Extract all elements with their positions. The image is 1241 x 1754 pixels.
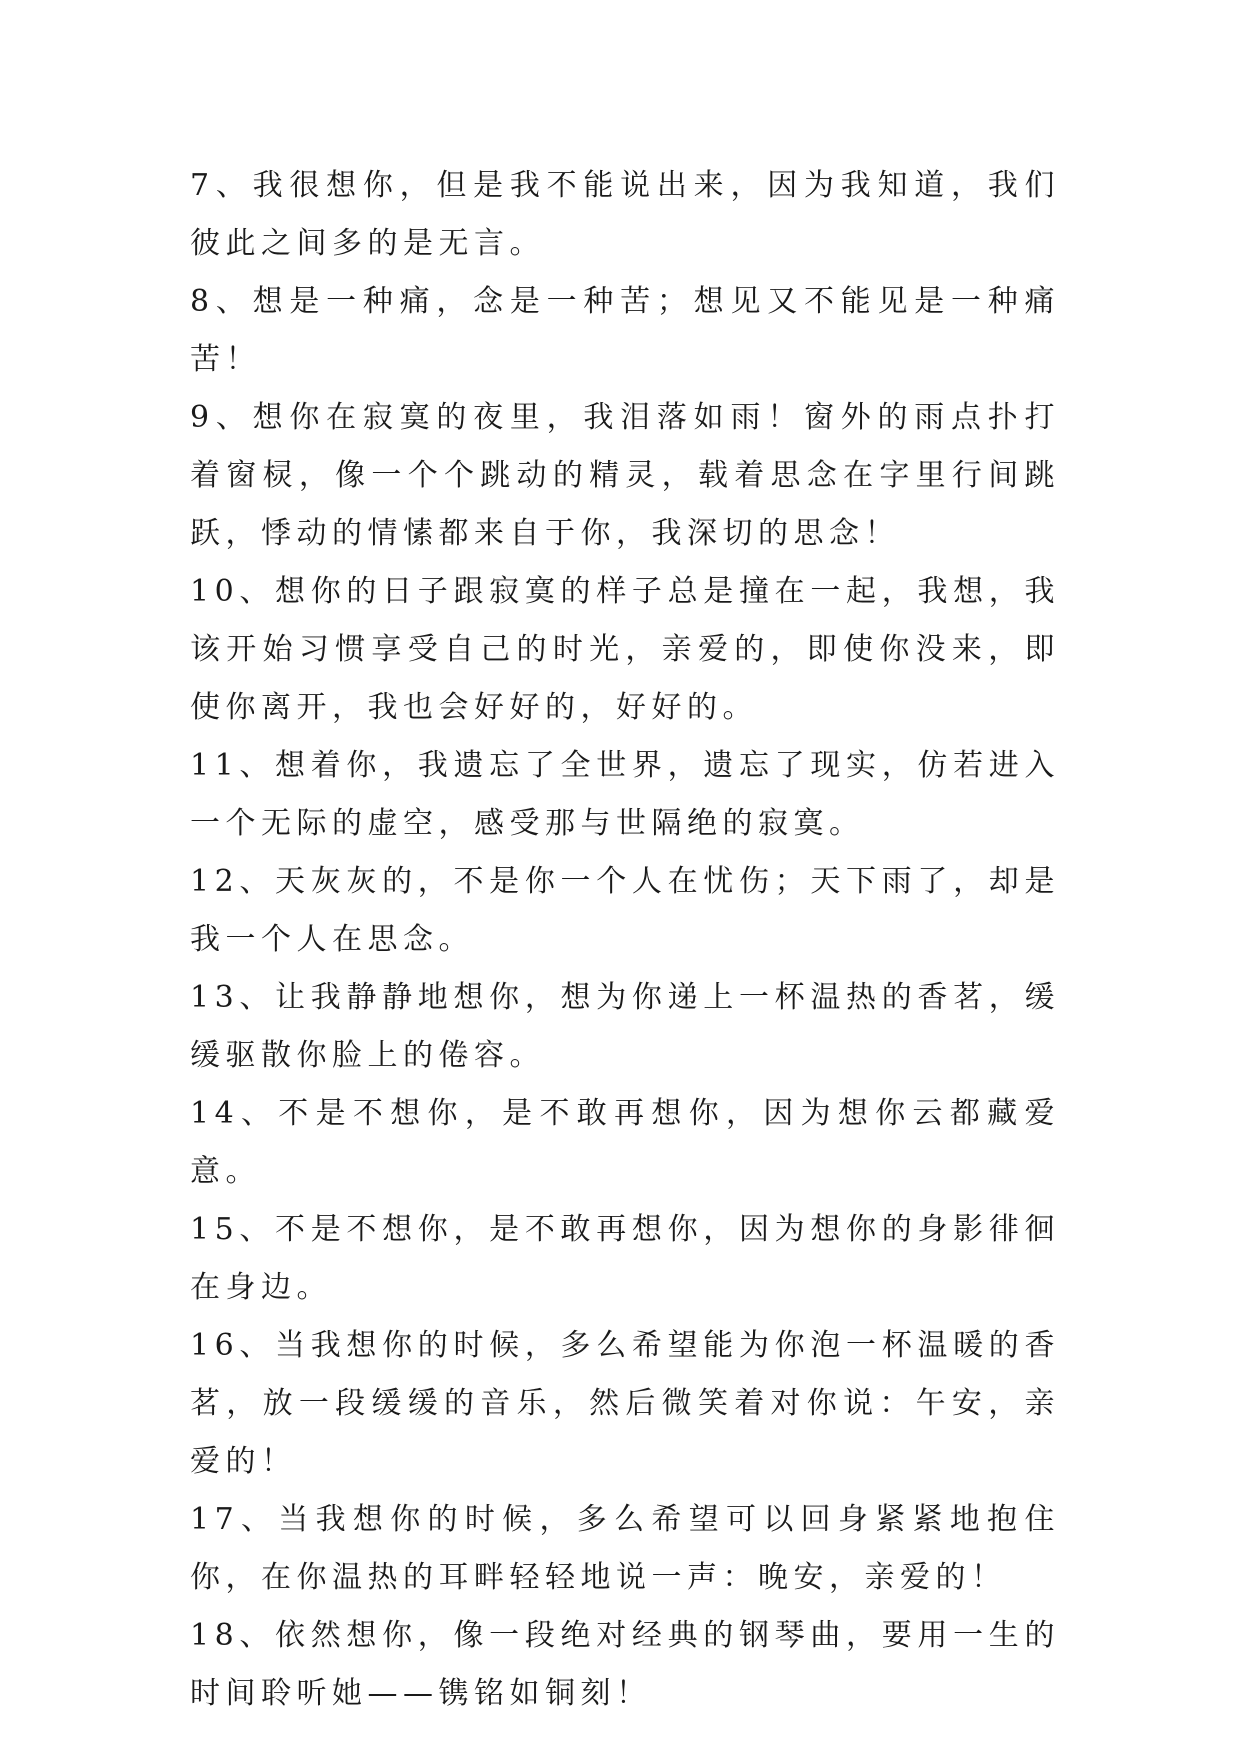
list-item-12: 12、天灰灰的，不是你一个人在忧伤；天下雨了，却是我一个人在思念。	[190, 864, 1060, 957]
list-item-11: 11、想着你，我遗忘了全世界，遗忘了现实，仿若进入一个无际的虚空，感受那与世隔绝的寂寞。	[190, 748, 1060, 841]
list-item-16: 16、当我想你的时候，多么希望能为你泡一杯温暖的香茗，放一段缓缓的音乐，然后微笑着对你说：午安，亲爱的！	[190, 1328, 1060, 1479]
list-item-7: 7、我很想你，但是我不能说出来，因为我知道，我们彼此之间多的是无言。	[190, 168, 1060, 261]
list-item-10: 10、想你的日子跟寂寞的样子总是撞在一起，我想，我该开始习惯享受自己的时光，亲爱的，即使你没来，即使你离开，我也会好好的，好好的。	[190, 574, 1060, 725]
document-page	[190, 157, 1060, 1723]
list-item-13: 13、让我静静地想你，想为你递上一杯温热的香茗，缓缓驱散你脸上的倦容。	[190, 980, 1060, 1073]
list-item-8: 8、想是一种痛，念是一种苦；想见又不能见是一种痛苦！	[190, 284, 1060, 377]
list-item-15: 15、不是不想你，是不敢再想你，因为想你的身影徘徊在身边。	[190, 1212, 1060, 1305]
list-item-14: 14、不是不想你，是不敢再想你，因为想你云都藏爱意。	[190, 1096, 1060, 1189]
list-item-9: 9、想你在寂寞的夜里，我泪落如雨！窗外的雨点扑打着窗棂，像一个个跳动的精灵，载着思念在字里行间跳跃，悸动的情愫都来自于你，我深切的思念！	[190, 400, 1060, 551]
list-item-17: 17、当我想你的时候，多么希望可以回身紧紧地抱住你，在你温热的耳畔轻轻地说一声：晚安，亲爱的！	[190, 1502, 1060, 1595]
list-item-18: 18、依然想你，像一段绝对经典的钢琴曲，要用一生的时间聆听她——镌铭如铜刻！	[190, 1618, 1060, 1711]
